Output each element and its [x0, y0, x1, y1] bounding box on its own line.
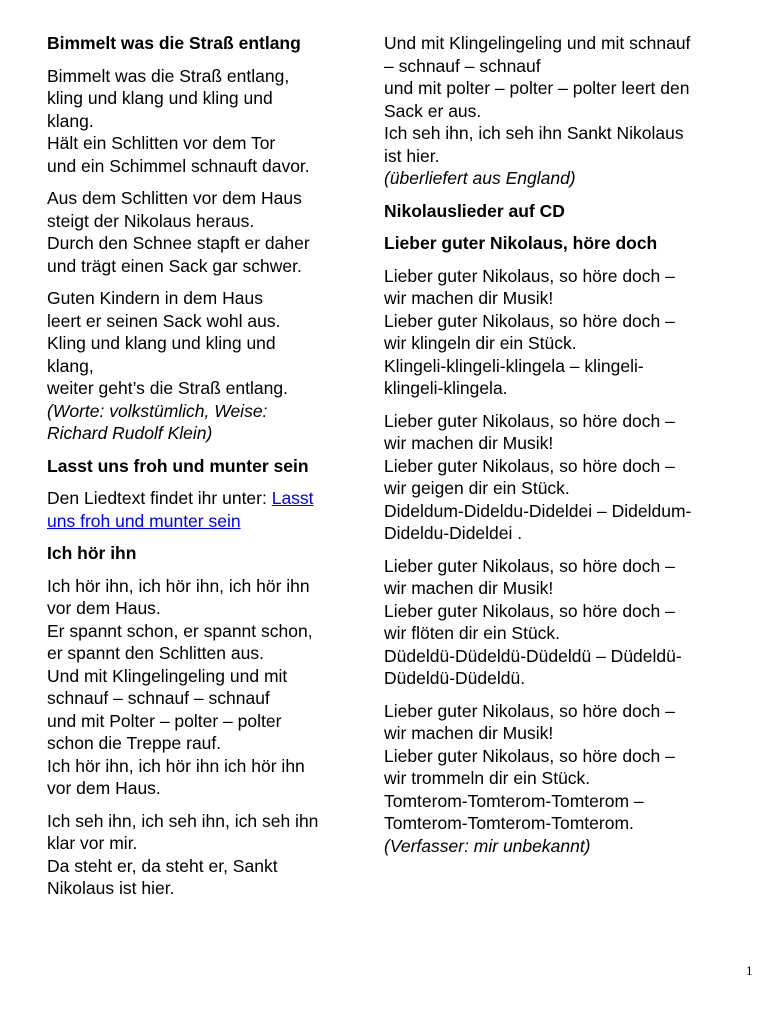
- lyric-line: Nikolaus ist hier.: [47, 878, 175, 898]
- lyric-line: Dideldum-Dideldu-Dideldei – Dideldum-: [384, 500, 692, 521]
- lyric-line: kling und klang und kling und: [47, 88, 273, 108]
- lyric-line: wir machen dir Musik!: [384, 288, 554, 308]
- song-credit: Richard Rudolf Klein): [47, 423, 213, 443]
- lyric-line: leert er seinen Sack wohl aus.: [47, 310, 281, 331]
- lyrics-link-continued[interactable]: uns froh und munter sein: [47, 510, 241, 531]
- lyric-line: wir machen dir Musik!: [384, 723, 554, 743]
- lyric-line: weiter geht’s die Straß entlang.: [47, 378, 288, 398]
- lyric-line: Lieber guter Nikolaus, so höre doch –: [384, 410, 675, 431]
- lyric-line: und mit Polter – polter – polter: [47, 710, 282, 731]
- song-title-lieber-guter-nikolaus: Lieber guter Nikolaus, höre doch: [384, 233, 658, 253]
- lyric-line: Lieber guter Nikolaus, so höre doch –: [384, 600, 675, 621]
- lyric-line: Klingeli-klingeli-klingela – klingeli-: [384, 355, 644, 376]
- lyric-line: Tomterom-Tomterom-Tomterom.: [384, 813, 634, 833]
- lyric-line: Dideldu-Dideldei .: [384, 523, 523, 543]
- lyric-line: Lieber guter Nikolaus, so höre doch –: [384, 455, 675, 476]
- lyric-line: Tomterom-Tomterom-Tomterom –: [384, 790, 644, 811]
- left-column: [47, 32, 377, 910]
- lyric-line: schon die Treppe rauf.: [47, 733, 222, 753]
- lyric-line: und mit polter – polter – polter leert den: [384, 78, 690, 98]
- stanza: [47, 287, 377, 445]
- lyric-line: Lieber guter Nikolaus, so höre doch –: [384, 555, 675, 576]
- lyric-line: schnauf – schnauf – schnauf: [47, 688, 270, 708]
- stanza: [47, 575, 377, 800]
- lyric-line: wir geigen dir ein Stück.: [384, 478, 570, 498]
- lyric-line: Ich seh ihn, ich seh ihn, ich seh ihn: [47, 810, 319, 831]
- lyric-line: Da steht er, da steht er, Sankt: [47, 855, 278, 876]
- lyric-line: ist hier.: [384, 145, 440, 166]
- song-title-bimmelt: Bimmelt was die Straß entlang: [47, 33, 301, 53]
- lyric-line: Lieber guter Nikolaus, so höre doch –: [384, 265, 675, 286]
- lyric-line: Guten Kindern in dem Haus: [47, 288, 263, 308]
- right-column: [384, 32, 752, 867]
- song-credit: (Verfasser: mir unbekannt): [384, 835, 591, 856]
- lyric-line: klang,: [47, 355, 94, 376]
- lyric-line: klar vor mir.: [47, 833, 138, 853]
- stanza: [47, 65, 377, 178]
- song-credit: (Worte: volkstümlich, Weise:: [47, 400, 268, 421]
- lyric-line: Und mit Klingelingeling und mit schnauf: [384, 33, 691, 53]
- stanza: [47, 810, 377, 900]
- lyric-line: Durch den Schnee stapft er daher: [47, 233, 310, 253]
- stanza: [47, 187, 377, 277]
- lyric-line: wir machen dir Musik!: [384, 578, 554, 598]
- lyric-line: wir flöten dir ein Stück.: [384, 623, 561, 643]
- song-title-ich-hoer-ihn: Ich hör ihn: [47, 543, 137, 563]
- lyric-line: Düdeldü-Düdeldü.: [384, 668, 526, 688]
- lyric-line: – schnauf – schnauf: [384, 55, 541, 76]
- song-title-lasst-uns: Lasst uns froh und munter sein: [47, 455, 309, 476]
- lyric-line: Lieber guter Nikolaus, so höre doch –: [384, 310, 675, 331]
- lyric-line: klang.: [47, 110, 94, 131]
- lyric-line: Hält ein Schlitten vor dem Tor: [47, 133, 276, 153]
- lyric-line: Und mit Klingelingeling und mit: [47, 665, 288, 686]
- link-paragraph: [47, 487, 377, 532]
- lyric-line: Düdeldü-Düdeldü-Düdeldü – Düdeldü-: [384, 645, 682, 666]
- lyric-line: wir klingeln dir ein Stück.: [384, 333, 577, 353]
- lyric-line: Lieber guter Nikolaus, so höre doch –: [384, 700, 675, 721]
- lyric-line: Lieber guter Nikolaus, so höre doch –: [384, 745, 675, 766]
- lyric-line: Kling und klang und kling und: [47, 333, 276, 353]
- lyric-line: Aus dem Schlitten vor dem Haus: [47, 188, 302, 208]
- lyric-line: Bimmelt was die Straß entlang,: [47, 65, 290, 86]
- lyric-line: klingeli-klingela.: [384, 378, 508, 398]
- lyric-line: Ich hör ihn, ich hör ihn, ich hör ihn: [47, 575, 310, 596]
- lyric-line: Ich hör ihn, ich hör ihn ich hör ihn: [47, 755, 305, 776]
- lyric-line: vor dem Haus.: [47, 778, 161, 798]
- lyric-line: wir machen dir Musik!: [384, 433, 554, 453]
- link-intro-text: Den Liedtext findet ihr unter:: [47, 488, 272, 508]
- page-number: 1: [746, 963, 753, 978]
- lyric-line: Er spannt schon, er spannt schon,: [47, 620, 313, 641]
- lyric-line: wir trommeln dir ein Stück.: [384, 768, 591, 788]
- lyric-line: Ich seh ihn, ich seh ihn Sankt Nikolaus: [384, 123, 684, 143]
- lyric-line: Sack er aus.: [384, 100, 482, 121]
- lyrics-link[interactable]: Lasst: [271, 488, 314, 508]
- lyric-line: er spannt den Schlitten aus.: [47, 643, 264, 663]
- stanza: [384, 265, 752, 400]
- stanza: [384, 32, 752, 190]
- stanza: [384, 700, 752, 858]
- lyric-line: steigt der Nikolaus heraus.: [47, 210, 255, 231]
- song-credit: (überliefert aus England): [384, 168, 576, 188]
- section-heading-cd: Nikolauslieder auf CD: [384, 200, 565, 221]
- stanza: [384, 410, 752, 545]
- lyric-line: und trägt einen Sack gar schwer.: [47, 255, 302, 276]
- stanza: [384, 555, 752, 690]
- lyric-line: vor dem Haus.: [47, 598, 161, 618]
- lyric-line: und ein Schimmel schnauft davor.: [47, 155, 310, 176]
